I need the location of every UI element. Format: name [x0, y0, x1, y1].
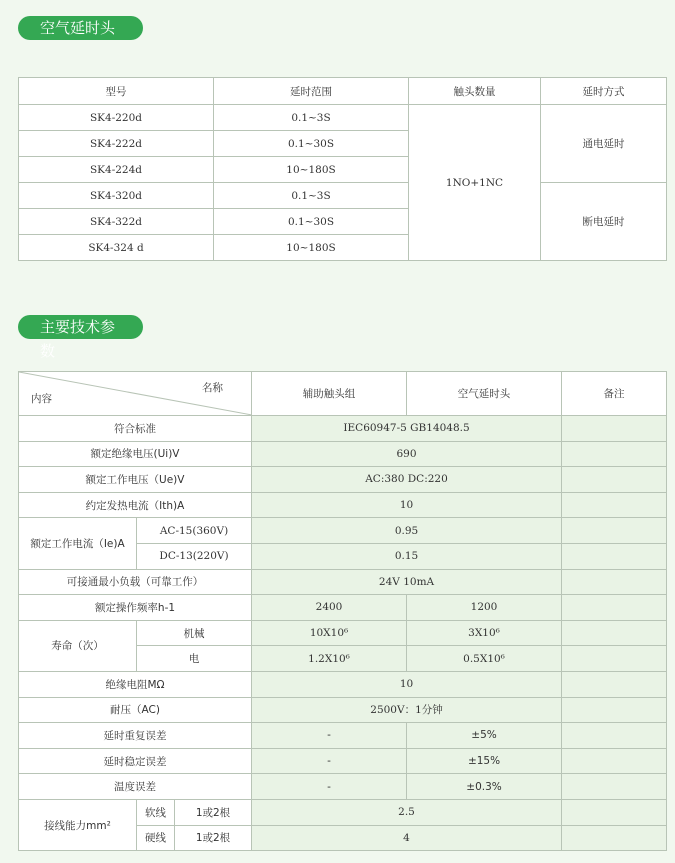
table-row: [19, 748, 667, 774]
param-value: 690: [252, 441, 562, 467]
model-cell: SK4-224d: [19, 157, 214, 183]
table-header-row: [19, 78, 667, 105]
tech-params-table: [18, 371, 667, 851]
param-value: 0.95: [252, 518, 562, 544]
header-model: 型号: [19, 78, 214, 105]
corner-content-label: 内容: [31, 393, 52, 405]
param-value: IEC60947-5 GB14048.5: [252, 416, 562, 442]
param-label: 额定工作电流（Ie)A: [19, 518, 137, 569]
header-aux-contact: 辅助触头组: [252, 372, 407, 416]
param-label: 符合标准: [19, 416, 252, 442]
param-count: 1或2根: [175, 825, 252, 851]
range-cell: 0.1~3S: [214, 183, 409, 209]
table-row: [19, 183, 667, 209]
param-value-timer: ±5%: [407, 723, 562, 749]
param-value-timer: ±15%: [407, 748, 562, 774]
param-sublabel: 软线: [137, 799, 175, 825]
table-row: [19, 620, 667, 646]
param-value: 2500V：1分钟: [252, 697, 562, 723]
remark-cell: [562, 595, 667, 621]
remark-cell: [562, 723, 667, 749]
param-label: 约定发热电流（Ith)A: [19, 492, 252, 518]
remark-cell: [562, 774, 667, 800]
range-cell: 10~180S: [214, 235, 409, 261]
model-cell: SK4-220d: [19, 105, 214, 131]
range-cell: 10~180S: [214, 157, 409, 183]
param-value-aux: 2400: [252, 595, 407, 621]
table-row: [19, 569, 667, 595]
param-label: 寿命（次）: [19, 620, 137, 671]
remark-cell: [562, 543, 667, 569]
param-label: 延时重复误差: [19, 723, 252, 749]
param-label: 绝缘电阻MΩ: [19, 671, 252, 697]
table-header-row: [19, 372, 667, 416]
param-label: 额定工作电压（Ue)V: [19, 467, 252, 493]
header-delay-mode: 延时方式: [541, 78, 667, 105]
table-row: [19, 697, 667, 723]
remark-cell: [562, 492, 667, 518]
header-remarks: 备注: [562, 372, 667, 416]
param-value-aux: -: [252, 774, 407, 800]
param-value: 10: [252, 492, 562, 518]
table-row: [19, 467, 667, 493]
param-label: 接线能力mm²: [19, 799, 137, 850]
table-row: [19, 441, 667, 467]
remark-cell: [562, 569, 667, 595]
param-value-timer: 1200: [407, 595, 562, 621]
remark-cell: [562, 825, 667, 851]
param-label: 可接通最小负载（可靠工作）: [19, 569, 252, 595]
param-sublabel: 电: [137, 646, 252, 672]
table-row: [19, 105, 667, 131]
remark-cell: [562, 671, 667, 697]
table-row: [19, 595, 667, 621]
section-title-tech-params: 主要技术参数: [18, 315, 143, 339]
param-value-aux: -: [252, 748, 407, 774]
param-value-aux: 1.2X10⁶: [252, 646, 407, 672]
table-row: [19, 723, 667, 749]
param-sublabel: 机械: [137, 620, 252, 646]
param-label: 温度误差: [19, 774, 252, 800]
model-cell: SK4-320d: [19, 183, 214, 209]
contact-count-cell: 1NO+1NC: [409, 105, 541, 261]
model-cell: SK4-322d: [19, 209, 214, 235]
param-sublabel: AC-15(360V): [137, 518, 252, 544]
table-row: [19, 799, 667, 825]
remark-cell: [562, 416, 667, 442]
remark-cell: [562, 467, 667, 493]
param-label: 耐压（AC): [19, 697, 252, 723]
param-value-aux: -: [252, 723, 407, 749]
table-row: [19, 492, 667, 518]
header-delay-range: 延时范围: [214, 78, 409, 105]
param-value-timer: 0.5X10⁶: [407, 646, 562, 672]
remark-cell: [562, 646, 667, 672]
range-cell: 0.1~30S: [214, 131, 409, 157]
mode-off-delay-cell: 断电延时: [541, 183, 667, 261]
param-value-timer: ±0.3%: [407, 774, 562, 800]
remark-cell: [562, 799, 667, 825]
param-value: 2.5: [252, 799, 562, 825]
param-value: 24V 10mA: [252, 569, 562, 595]
header-air-timer: 空气延时头: [407, 372, 562, 416]
mode-on-delay-cell: 通电延时: [541, 105, 667, 183]
param-value: 4: [252, 825, 562, 851]
param-value-aux: 10X10⁶: [252, 620, 407, 646]
param-value-timer: 3X10⁶: [407, 620, 562, 646]
param-sublabel: 硬线: [137, 825, 175, 851]
table-row: [19, 774, 667, 800]
param-count: 1或2根: [175, 799, 252, 825]
table-row: [19, 671, 667, 697]
timer-model-table: [18, 77, 667, 261]
param-value: 10: [252, 671, 562, 697]
param-label: 额定绝缘电压(Ui)V: [19, 441, 252, 467]
param-value: AC:380 DC:220: [252, 467, 562, 493]
param-value: 0.15: [252, 543, 562, 569]
param-label: 额定操作频率h-1: [19, 595, 252, 621]
param-label: 延时稳定误差: [19, 748, 252, 774]
remark-cell: [562, 518, 667, 544]
range-cell: 0.1~3S: [214, 105, 409, 131]
remark-cell: [562, 697, 667, 723]
corner-header: [19, 372, 252, 416]
range-cell: 0.1~30S: [214, 209, 409, 235]
model-cell: SK4-222d: [19, 131, 214, 157]
table-row: [19, 518, 667, 544]
table-row: [19, 416, 667, 442]
remark-cell: [562, 748, 667, 774]
corner-name-label: 名称: [202, 382, 224, 394]
param-sublabel: DC-13(220V): [137, 543, 252, 569]
header-contact-count: 触头数量: [409, 78, 541, 105]
remark-cell: [562, 620, 667, 646]
section-title-air-timer: 空气延时头: [18, 16, 143, 40]
model-cell: SK4-324 d: [19, 235, 214, 261]
remark-cell: [562, 441, 667, 467]
